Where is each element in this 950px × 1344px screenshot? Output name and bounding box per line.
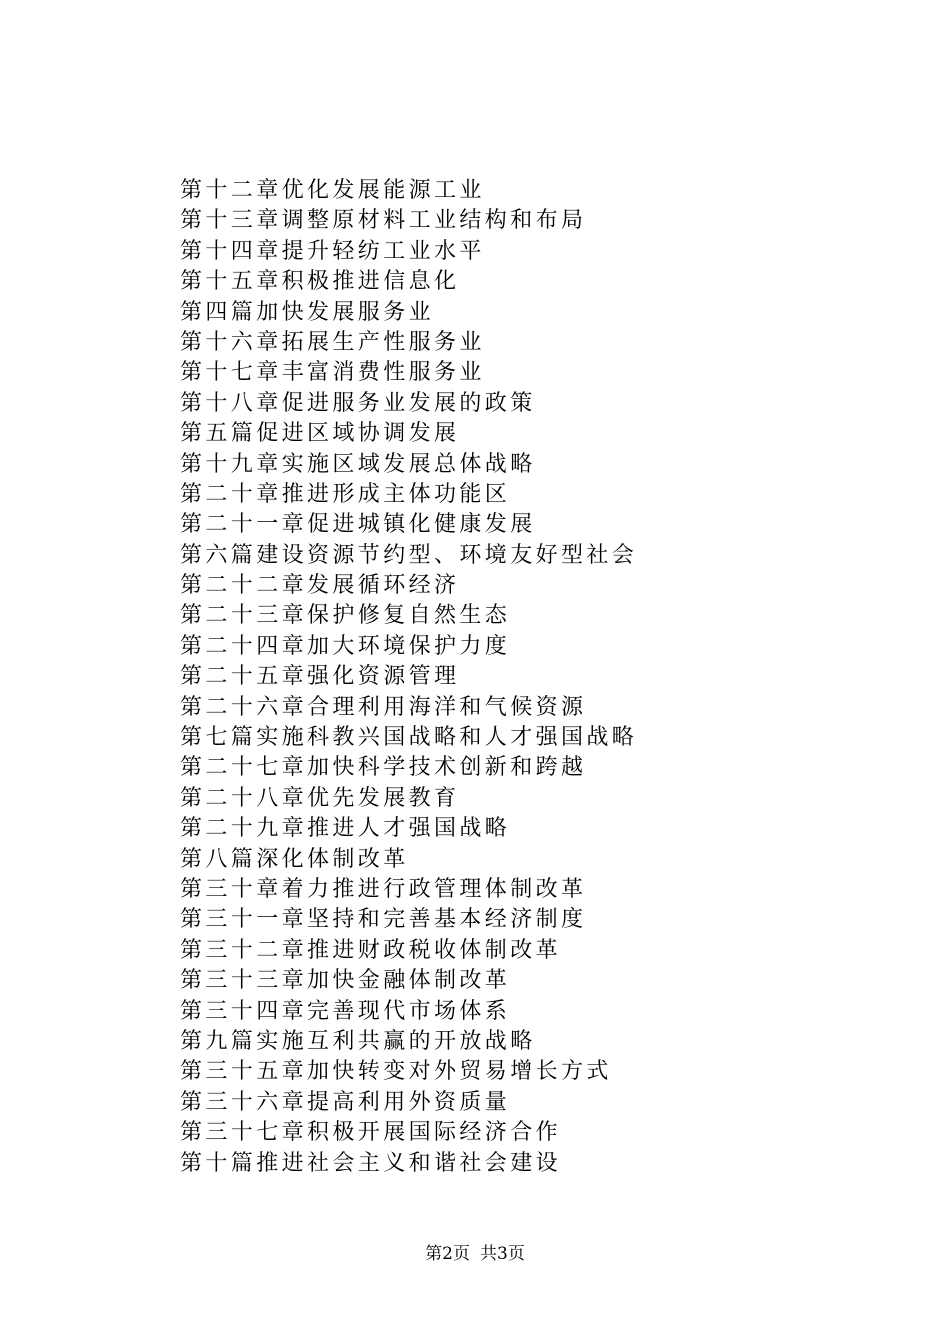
toc-line: 第四篇加快发展服务业 [180, 299, 435, 325]
toc-line: 第十四章提升轻纺工业水平 [180, 238, 485, 264]
toc-line: 第三十三章加快金融体制改革 [180, 968, 511, 994]
toc-line: 第十二章优化发展能源工业 [180, 178, 485, 203]
toc-line: 第二十六章合理利用海洋和气候资源 [180, 694, 587, 720]
toc-line: 第三十章着力推进行政管理体制改革 [180, 876, 587, 902]
toc-line: 第二十章推进形成主体功能区 [180, 481, 511, 507]
toc-line: 第二十三章保护修复自然生态 [180, 603, 511, 629]
toc-line: 第九篇实施互利共赢的开放战略 [180, 1028, 536, 1054]
toc-line: 第十五章积极推进信息化 [180, 269, 460, 295]
toc-line: 第二十九章推进人才强国战略 [180, 816, 511, 842]
toc-line: 第二十五章强化资源管理 [180, 664, 460, 690]
toc-line: 第二十一章促进城镇化健康发展 [180, 512, 536, 538]
toc-line: 第五篇促进区域协调发展 [180, 421, 460, 447]
page-number: 第2页 [425, 1244, 470, 1264]
page-footer [0, 1242, 950, 1266]
toc-line: 第十八章促进服务业发展的政策 [180, 390, 536, 416]
toc-line: 第三十六章提高利用外资质量 [180, 1089, 511, 1115]
toc-line: 第二十八章优先发展教育 [180, 785, 460, 811]
table-of-contents [180, 176, 637, 1179]
toc-line: 第八篇深化体制改革 [180, 846, 409, 872]
toc-line: 第十三章调整原材料工业结构和布局 [180, 208, 587, 234]
toc-line: 第三十七章积极开展国际经济合作 [180, 1120, 562, 1146]
toc-line: 第三十一章坚持和完善基本经济制度 [180, 907, 587, 933]
toc-line: 第二十七章加快科学技术创新和跨越 [180, 755, 587, 781]
toc-line: 第三十二章推进财政税收体制改革 [180, 937, 562, 963]
toc-line: 第十六章拓展生产性服务业 [180, 329, 485, 355]
page-total: 共3页 [480, 1244, 525, 1264]
toc-line: 第三十四章完善现代市场体系 [180, 998, 511, 1024]
toc-line: 第十七章丰富消费性服务业 [180, 360, 485, 386]
toc-line: 第十九章实施区域发展总体战略 [180, 451, 536, 477]
toc-line: 第七篇实施科教兴国战略和人才强国战略 [180, 725, 638, 751]
toc-line: 第六篇建设资源节约型、环境友好型社会 [180, 542, 638, 568]
toc-line: 第十篇推进社会主义和谐社会建设 [180, 1150, 562, 1176]
toc-line: 第三十五章加快转变对外贸易增长方式 [180, 1059, 612, 1085]
toc-line: 第二十二章发展循环经济 [180, 573, 460, 599]
toc-line: 第二十四章加大环境保护力度 [180, 633, 511, 659]
